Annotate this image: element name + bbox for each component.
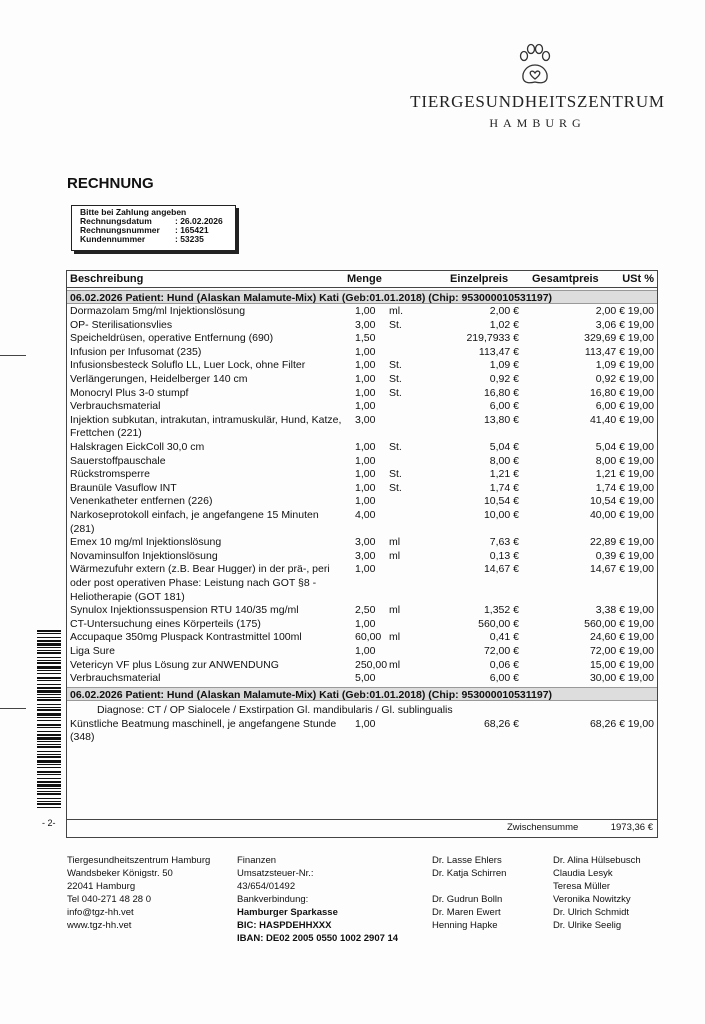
item-total: 560,00 € (584, 617, 625, 630)
barcode-bar (37, 751, 61, 752)
footer-line: Dr. Lasse Ehlers (432, 855, 502, 866)
item-unit-price: 5,04 € (489, 441, 519, 453)
item-description: Speicheldrüsen, operative Entfernung (690) (70, 332, 274, 345)
barcode-bar (37, 801, 61, 802)
barcode-bar (37, 793, 61, 795)
item-unit: St. (389, 386, 402, 399)
item-unit-price: 6,00 € (489, 672, 519, 685)
table-row (67, 631, 657, 645)
item-unit-price: 1,74 € (489, 481, 519, 494)
item-quantity: 1,00 (355, 468, 376, 481)
item-total: 6,00 € (595, 400, 625, 413)
item-unit: St. (389, 481, 402, 494)
item-total: 15,00 € (589, 658, 625, 671)
barcode-bar (37, 731, 61, 732)
item-unit: ml (389, 536, 401, 549)
item-quantity: 1,00 (355, 386, 376, 399)
item-description: Injektion subkutan, intrakutan, intramuskulär, Hund, Katze, Frettchen (221) (70, 413, 342, 440)
barcode-bar (37, 734, 61, 736)
barcode-bar (37, 690, 61, 693)
item-total: 24,60 € (589, 631, 625, 644)
item-vat: 19,00 (627, 658, 654, 671)
item-quantity: 5,00 (355, 672, 376, 685)
table-row (67, 441, 657, 455)
barcode-bar (37, 737, 61, 740)
item-unit: St. (389, 318, 402, 331)
table-row (67, 414, 657, 441)
footer-line: Dr. Maren Ewert (432, 907, 501, 918)
item-vat: 19,00 (627, 305, 654, 317)
barcode-bar (37, 657, 61, 658)
footer-bank-name: Hamburger Sparkasse (237, 907, 338, 918)
footer-finance (237, 854, 398, 945)
payment-value: : 165421 (175, 225, 209, 235)
item-total: 113,47 € (584, 345, 625, 358)
barcode-bar (37, 709, 61, 711)
barcode-bar (37, 807, 61, 808)
barcode-bar (37, 798, 61, 799)
barcode-bar (37, 767, 61, 768)
item-quantity: 1,00 (355, 441, 376, 453)
item-total: 0,92 € (595, 373, 625, 385)
item-total: 5,04 € (595, 441, 625, 453)
barcode-bar (37, 774, 61, 775)
barcode-bar (37, 727, 61, 728)
brand-name: TIERGESUNDHEITSZENTRUM (410, 92, 665, 111)
table-row (67, 373, 657, 387)
item-description: Verbrauchsmaterial (70, 672, 161, 685)
item-unit-price: 219,7933 € (466, 332, 519, 345)
barcode-bar (37, 687, 61, 689)
item-quantity: 1,00 (355, 717, 376, 730)
item-total: 3,38 € (595, 604, 625, 617)
item-unit: ml (389, 658, 401, 671)
item-description: Infusion per Infusomat (235) (70, 345, 202, 358)
barcode-bar (37, 791, 61, 792)
table-row (67, 645, 657, 659)
item-quantity: 1,00 (355, 563, 376, 576)
barcode (37, 630, 61, 808)
footer-line: Tel 040-271 48 28 0 (67, 894, 151, 905)
footer-line: Veronika Nowitzky (553, 894, 631, 905)
item-vat: 19,00 (627, 345, 654, 358)
table-row (67, 718, 657, 745)
payment-box-heading: Bitte bei Zahlung angeben (80, 207, 187, 217)
barcode-bar (37, 713, 61, 716)
barcode-bar (37, 771, 61, 773)
footer-line: Finanzen (237, 855, 277, 866)
barcode-bar (37, 781, 61, 783)
table-row (67, 305, 657, 319)
item-total: 329,69 € (584, 332, 625, 345)
payment-value: : 26.02.2026 (175, 216, 223, 226)
barcode-bar (37, 677, 61, 679)
footer-line: Dr. Katja Schirren (432, 868, 507, 879)
item-quantity: 3,00 (355, 318, 376, 331)
item-description: Vetericyn VF plus Lösung zur ANWENDUNG (70, 658, 279, 671)
footer-line: Claudia Lesyk (553, 868, 613, 879)
item-total: 0,39 € (595, 549, 625, 562)
footer-line: info@tgz-hh.vet (67, 907, 134, 918)
table-row (67, 550, 657, 564)
col-description: Beschreibung (70, 273, 144, 285)
item-total: 3,06 € (595, 318, 625, 331)
barcode-bar (37, 697, 61, 698)
subtotal-divider (67, 819, 657, 820)
item-description: Braunüle Vasuflow INT (70, 481, 177, 494)
item-unit: St. (389, 441, 402, 453)
barcode-bar (37, 704, 61, 705)
table-row (67, 482, 657, 496)
barcode-bar (37, 633, 61, 634)
table-row (67, 536, 657, 550)
item-quantity: 1,00 (355, 481, 376, 494)
payment-reference-box (71, 205, 236, 251)
footer-line: 22041 Hamburg (67, 881, 136, 892)
barcode-bar (37, 673, 61, 674)
patient-section-header: 06.02.2026 Patient: Hund (Alaskan Malamute-Mix) Kati (Geb:01.01.2018) (Chip: 953000010531197) (67, 290, 657, 304)
item-vat: 19,00 (627, 481, 654, 494)
item-unit-price: 0,41 € (489, 631, 519, 644)
barcode-bar (37, 746, 61, 748)
item-unit-price: 68,26 € (483, 717, 519, 730)
item-quantity: 4,00 (355, 509, 376, 521)
barcode-bar (37, 754, 61, 755)
item-unit-price: 8,00 € (489, 454, 519, 467)
table-row (67, 604, 657, 618)
item-vat: 19,00 (627, 413, 654, 426)
item-unit-price: 6,00 € (489, 400, 519, 413)
table-row (67, 346, 657, 360)
subtotal-label: Zwischensumme (507, 822, 579, 833)
barcode-bar (37, 684, 61, 685)
item-total: 10,54 € (589, 495, 625, 508)
diagnosis-text: Diagnose: CT / OP Sialocele / Exstirpation Gl. mandibularis / Gl. sublingualis (97, 703, 453, 716)
document-title: RECHNUNG (67, 175, 154, 192)
item-vat: 19,00 (627, 454, 654, 467)
item-vat: 19,00 (627, 468, 654, 481)
item-vat: 19,00 (627, 509, 654, 521)
col-total: Gesamtpreis (532, 273, 599, 285)
barcode-bar (37, 764, 61, 765)
item-quantity: 1,00 (355, 359, 376, 372)
item-description: Synulox Injektionssuspension RTU 140/35 mg/ml (70, 604, 299, 617)
item-vat: 19,00 (627, 672, 654, 685)
item-description: OP- Sterilisationsvlies (70, 318, 173, 331)
item-unit-price: 7,63 € (489, 536, 519, 549)
item-unit-price: 72,00 € (483, 645, 519, 657)
barcode-bar (37, 666, 61, 669)
barcode-bar (37, 652, 61, 654)
item-unit-price: 14,67 € (483, 563, 519, 576)
item-description: Infusionsbesteck Soluflo LL, Luer Lock, ohne Filter (70, 359, 306, 372)
barcode-bar (37, 788, 61, 789)
item-total: 22,89 € (589, 536, 625, 549)
item-quantity: 60,00 (355, 631, 382, 644)
item-description: Künstliche Beatmung maschinell, je angefangene Stunde (348) (70, 717, 337, 744)
item-description: Monocryl Plus 3-0 stumpf (70, 386, 189, 399)
footer-address (67, 854, 210, 932)
item-description: Liga Sure (70, 645, 115, 657)
item-total: 2,00 € (595, 305, 625, 317)
footer-vets-1 (432, 854, 506, 932)
table-row (67, 455, 657, 469)
barcode-bar (37, 717, 61, 718)
item-unit: St. (389, 373, 402, 385)
barcode-bar (37, 707, 61, 708)
footer-bic: BIC: HASPDEHHXXX (237, 920, 332, 931)
item-unit-price: 0,92 € (489, 373, 519, 385)
barcode-bar (37, 803, 61, 805)
paw-heart-logo-icon (515, 42, 555, 88)
item-description: Venenkatheter entfernen (226) (70, 495, 213, 508)
fold-mark (0, 355, 26, 356)
item-total: 1,74 € (595, 481, 625, 494)
item-total: 68,26 € (589, 717, 625, 730)
item-description: Rückstromsperre (70, 468, 150, 481)
table-row (67, 359, 657, 373)
payment-value: : 53235 (175, 234, 204, 244)
item-vat: 19,00 (627, 645, 654, 657)
table-header (67, 271, 657, 288)
barcode-bar (37, 662, 61, 664)
table-row (67, 563, 657, 604)
item-total: 72,00 € (589, 645, 625, 657)
item-vat: 19,00 (627, 549, 654, 562)
barcode-bar (37, 640, 61, 642)
item-vat: 19,00 (627, 386, 654, 399)
footer-line: Dr. Ulrike Seelig (553, 920, 622, 931)
item-total: 8,00 € (595, 454, 625, 467)
item-quantity: 1,00 (355, 373, 376, 385)
item-unit-price: 10,54 € (483, 495, 519, 508)
payment-key: Rechnungsdatum (80, 216, 152, 226)
barcode-bar (37, 699, 61, 701)
item-vat: 19,00 (627, 631, 654, 644)
item-description: Novaminsulfon Injektionslösung (70, 549, 218, 562)
payment-key: Rechnungsnummer (80, 225, 160, 235)
item-total: 41,40 € (589, 413, 625, 426)
item-description: Accupaque 350mg Pluspack Kontrastmittel 100ml (70, 631, 302, 644)
col-vat: USt % (622, 273, 654, 285)
item-description: Dormazolam 5mg/ml Injektionslösung (70, 305, 246, 317)
item-description: Narkoseprotokoll einfach, je angefangene 15 Minuten (281) (70, 509, 319, 535)
invoice-table (66, 270, 658, 838)
footer-iban: IBAN: DE02 2005 0550 1002 2907 14 (237, 933, 399, 944)
barcode-bar (37, 630, 61, 632)
item-vat: 19,00 (627, 536, 654, 549)
item-vat: 19,00 (627, 400, 654, 413)
item-total: 16,80 € (589, 386, 625, 399)
page-number: - 2- (42, 818, 56, 828)
item-quantity: 1,00 (355, 617, 376, 630)
footer-line: Umsatzsteuer-Nr.: (237, 868, 314, 879)
barcode-bar (37, 741, 61, 742)
barcode-bar (37, 784, 61, 787)
item-description: Sauerstoffpauschale (70, 454, 166, 467)
item-vat: 19,00 (627, 563, 654, 576)
item-unit-price: 0,06 € (489, 658, 519, 671)
item-quantity: 1,00 (355, 454, 376, 467)
item-unit-price: 1,352 € (483, 604, 519, 617)
item-unit: St. (389, 359, 402, 372)
table-row (67, 509, 657, 536)
item-unit-price: 10,00 € (483, 509, 519, 521)
barcode-bar (37, 724, 61, 726)
item-quantity: 2,50 (355, 604, 376, 617)
fold-mark (0, 708, 26, 709)
barcode-bar (37, 694, 61, 695)
footer-line: Teresa Müller (553, 881, 611, 892)
footer-line: Dr. Alina Hülsebusch (553, 855, 641, 866)
footer-line: 43/654/01492 (237, 881, 296, 892)
table-row (67, 332, 657, 346)
table-row (67, 387, 657, 401)
subtotal-value: 1973,36 € (610, 822, 653, 833)
item-vat: 19,00 (627, 717, 654, 730)
footer-line: Henning Hapke (432, 920, 498, 931)
item-vat: 19,00 (627, 332, 654, 345)
item-description: Wärmezufuhr extern (z.B. Bear Hugger) in der prä-, peri oder post operativen Phase: Leistung nach GOT §8 - Heliotherapie (GOT 181) (70, 563, 330, 603)
item-description: CT-Untersuchung eines Körperteils (175) (70, 617, 261, 630)
item-total: 14,67 € (589, 563, 625, 576)
item-unit: ml. (389, 305, 403, 317)
col-quantity: Menge (347, 273, 382, 285)
footer-line: Tiergesundheitszentrum Hamburg (67, 855, 211, 866)
item-vat: 19,00 (627, 495, 654, 508)
footer-line: Dr. Gudrun Bolln (432, 894, 503, 905)
table-row (67, 319, 657, 333)
payment-key: Kundennummer (80, 234, 146, 244)
item-unit-price: 0,13 € (489, 549, 519, 562)
footer-line: www.tgz-hh.vet (67, 920, 132, 931)
item-unit-price: 2,00 € (489, 305, 519, 317)
footer-vets-2 (553, 854, 641, 932)
table-row (67, 659, 657, 673)
item-description: Halskragen EickColl 30,0 cm (70, 441, 205, 453)
item-unit-price: 113,47 € (478, 345, 519, 358)
item-unit-price: 1,21 € (489, 468, 519, 481)
footer-line: Wandsbeker Königstr. 50 (67, 868, 173, 879)
table-row (67, 400, 657, 414)
item-unit: ml (389, 604, 401, 617)
item-description: Emex 10 mg/ml Injektionslösung (70, 536, 222, 549)
item-quantity: 3,00 (355, 413, 376, 426)
table-row (67, 618, 657, 632)
footer-line: Dr. Ulrich Schmidt (553, 907, 630, 918)
item-vat: 19,00 (627, 373, 654, 385)
item-vat: 19,00 (627, 359, 654, 372)
item-vat: 19,00 (627, 604, 654, 617)
item-quantity: 3,00 (355, 536, 376, 549)
brand-city: HAMBURG (489, 116, 586, 130)
col-unit-price: Einzelpreis (450, 273, 509, 285)
item-total: 1,21 € (595, 468, 625, 481)
item-quantity: 1,00 (355, 400, 376, 413)
barcode-bar (37, 760, 61, 763)
table-row (67, 468, 657, 482)
item-vat: 19,00 (627, 617, 654, 630)
item-quantity: 1,00 (355, 645, 376, 657)
table-row (67, 495, 657, 509)
item-vat: 19,00 (627, 441, 654, 453)
item-vat: 19,00 (627, 318, 654, 331)
table-row (67, 672, 657, 686)
item-unit: St. (389, 468, 402, 481)
item-unit-price: 1,02 € (489, 318, 519, 331)
barcode-bar (37, 643, 61, 646)
item-quantity: 3,00 (355, 549, 376, 562)
barcode-bar (37, 744, 61, 745)
item-quantity: 1,00 (355, 345, 376, 358)
item-unit-price: 560,00 € (478, 617, 519, 630)
barcode-bar (37, 756, 61, 758)
item-total: 40,00 € (589, 509, 625, 521)
barcode-bar (37, 670, 61, 671)
item-unit-price: 16,80 € (483, 386, 519, 399)
item-quantity: 250,00 (355, 658, 388, 671)
item-description: Verbrauchsmaterial (70, 400, 161, 413)
barcode-bar (37, 650, 61, 651)
item-total: 1,09 € (595, 359, 625, 372)
footer-line: Bankverbindung: (237, 894, 309, 905)
item-unit: ml (389, 631, 401, 644)
item-quantity: 1,00 (355, 305, 376, 317)
item-quantity: 1,50 (355, 332, 376, 345)
barcode-bar (37, 637, 61, 638)
item-unit-price: 13,80 € (483, 413, 519, 426)
item-quantity: 1,00 (355, 495, 376, 508)
item-unit: ml (389, 549, 401, 562)
barcode-bar (37, 680, 61, 681)
barcode-bar (37, 720, 61, 721)
item-description: Verlängerungen, Heidelberger 140 cm (70, 373, 248, 385)
item-unit-price: 1,09 € (489, 359, 519, 372)
barcode-bar (37, 660, 61, 661)
barcode-bar (37, 778, 61, 779)
barcode-bar (37, 647, 61, 648)
item-total: 30,00 € (589, 672, 625, 685)
patient-section-header: 06.02.2026 Patient: Hund (Alaskan Malamute-Mix) Kati (Geb:01.01.2018) (Chip: 953000010531197) (67, 687, 657, 701)
